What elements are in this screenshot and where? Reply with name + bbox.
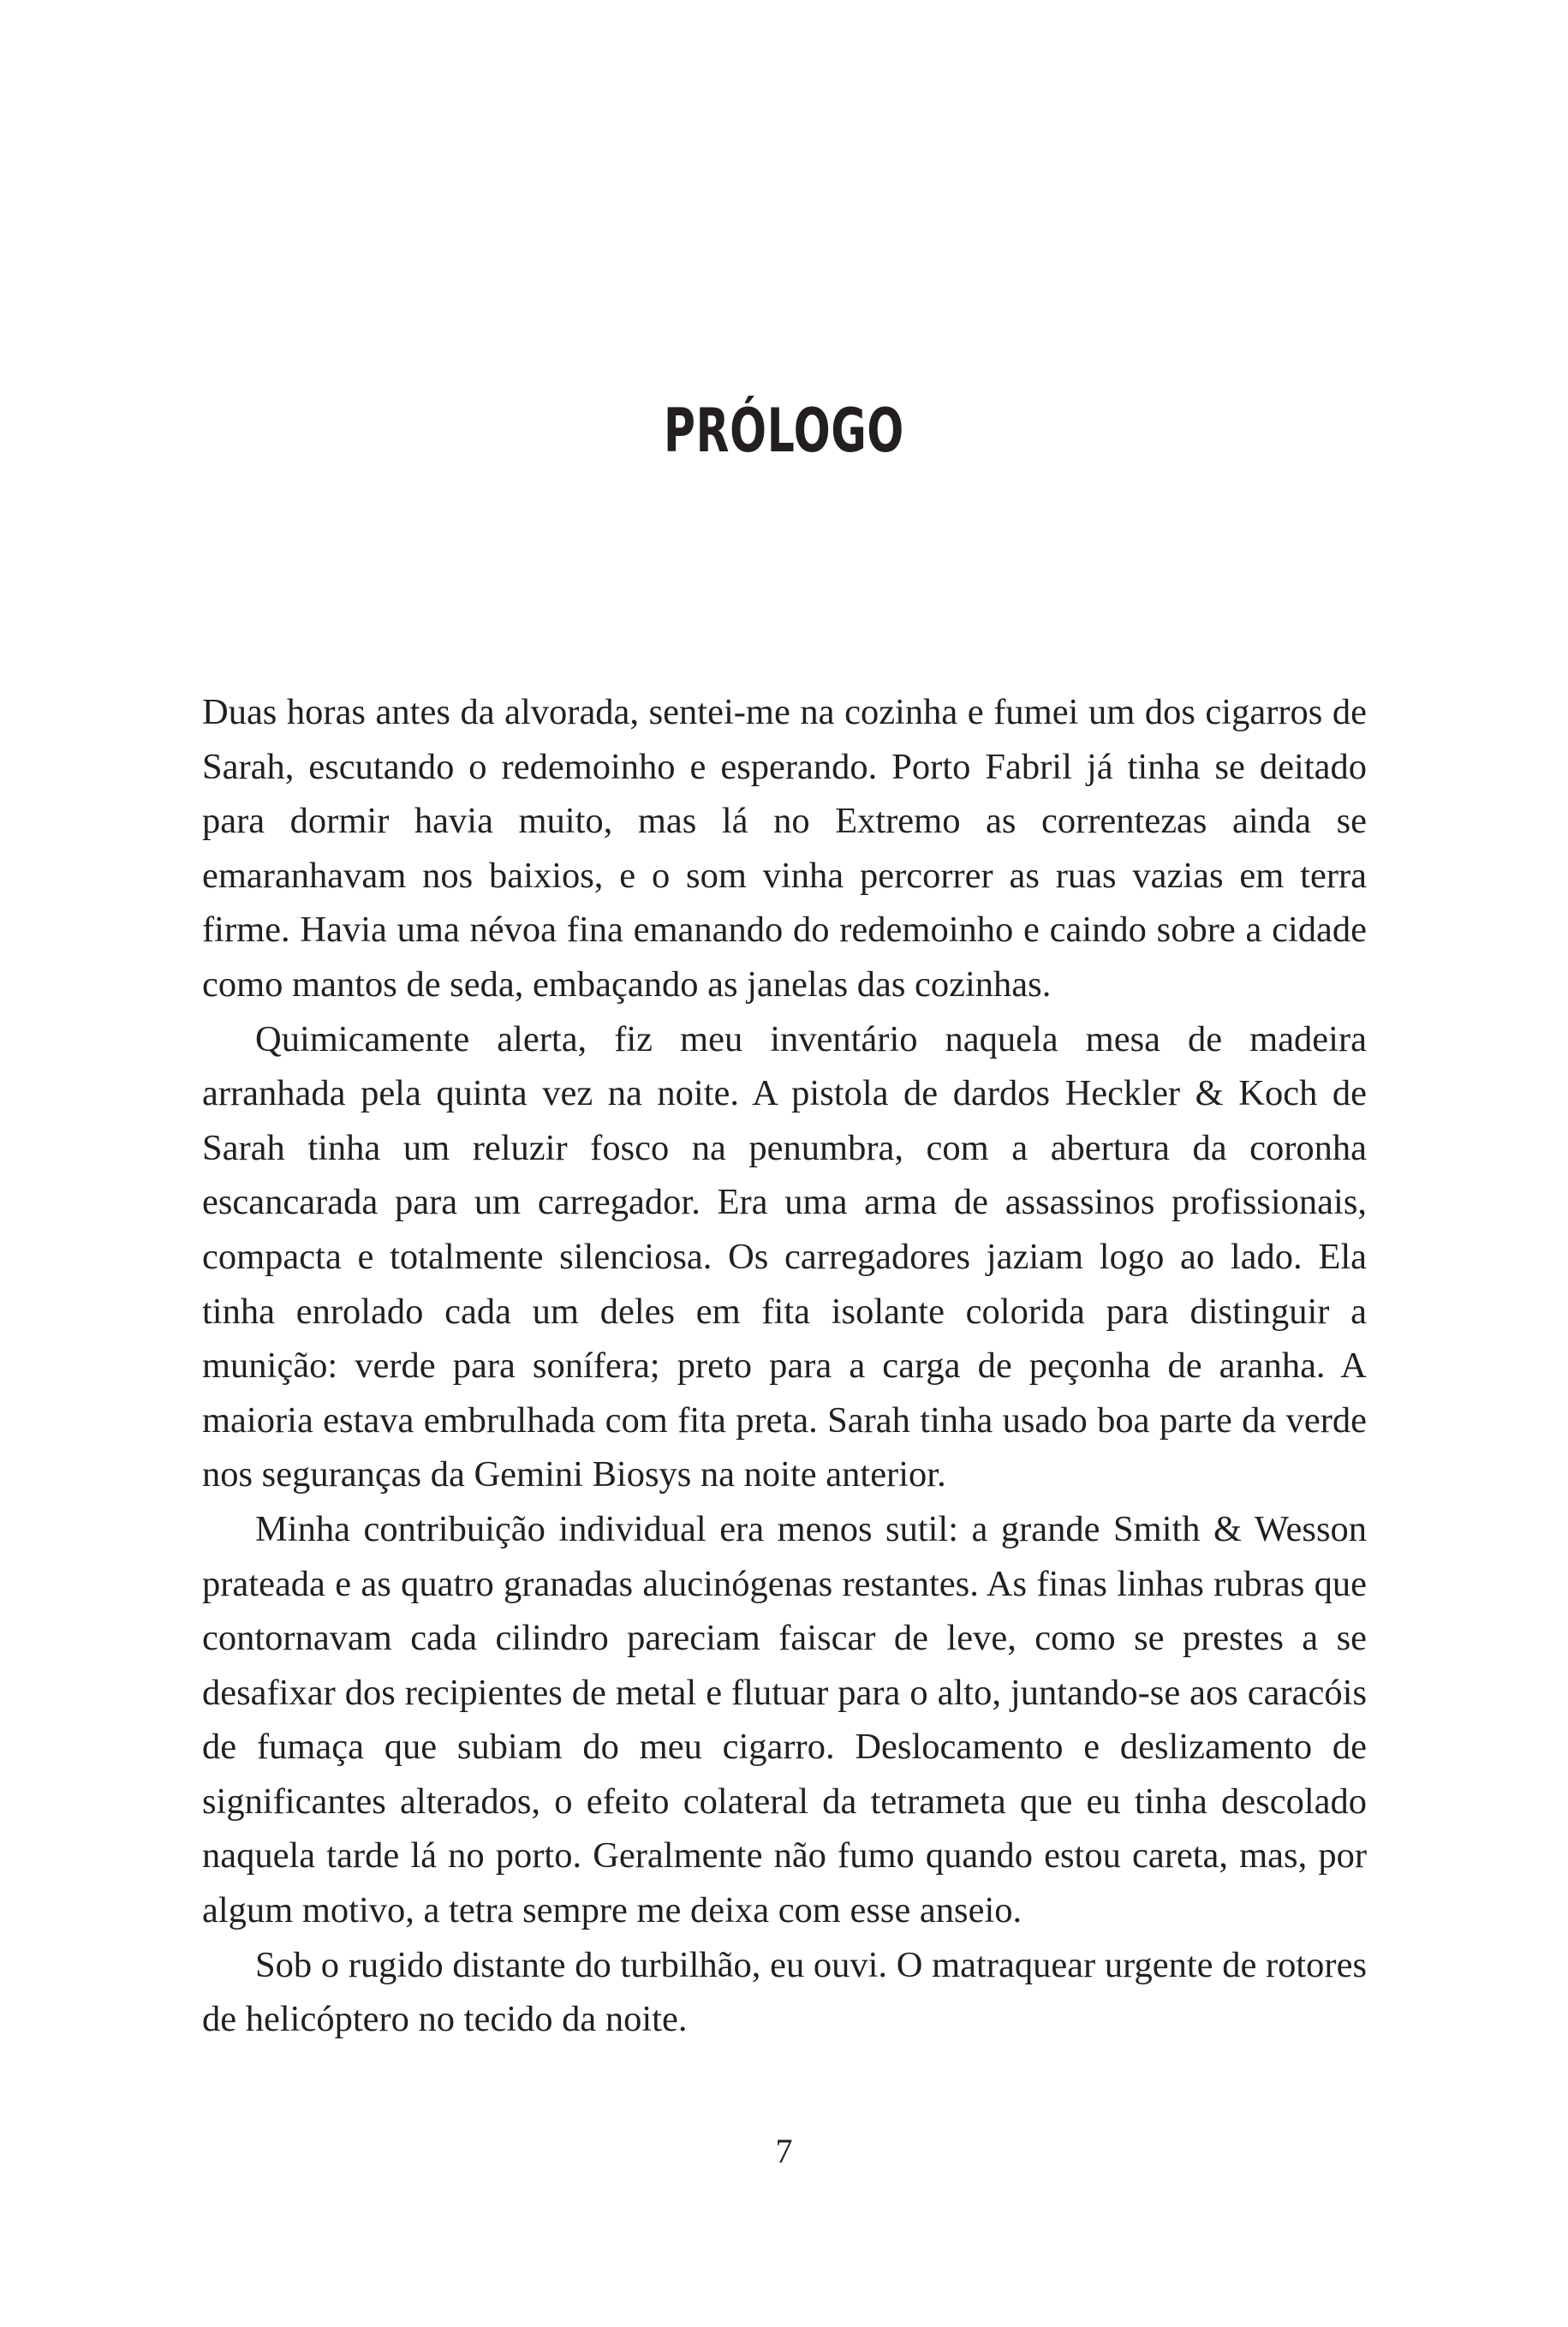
page-number: 7 bbox=[775, 2132, 793, 2170]
paragraph-1: Duas horas antes da alvorada, sentei-me na cozinha e fumei um dos cigarros de Sarah, escutando o redemoinho e esperando. Porto Fabril já tinha se deitado para dormir havia muito, mas lá no Extremo as correntezas ainda se emaranhavam nos baixios, e o som vinha percorrer as ruas vazias em terra firme. Havia uma névoa fina emanando do redemoinho e caindo sobre a cidade como mantos de seda, embaçando as janelas das cozinhas. bbox=[202, 692, 1367, 1005]
chapter-body bbox=[202, 685, 1367, 2047]
paragraph-3: Minha contribuição individual era menos sutil: a grande Smith & Wesson prateada e as quatro granadas alucinógenas restantes. As finas linhas rubras que contornavam cada cilindro pareciam faiscar de leve, como se prestes a se desafixar dos recipientes de metal e flutuar para o alto, juntando-se aos caracóis de fumaça que subiam do meu cigarro. Deslocamento e deslizamento de significantes alterados, o efeito colateral da tetrameta que eu tinha descolado naquela tarde lá no porto. Geralmente não fumo quando estou careta, mas, por algum motivo, a tetra sempre me deixa com esse anseio. bbox=[202, 1508, 1367, 1931]
chapter-title: PRÓLOGO bbox=[663, 396, 905, 466]
paragraph-4: Sob o rugido distante do turbilhão, eu ouvi. O matraquear urgente de rotores de helicóptero no tecido da noite. bbox=[202, 1944, 1367, 2040]
paragraph-2: Quimicamente alerta, fiz meu inventário naquela mesa de madeira arranhada pela quinta vez na noite. A pistola de dardos Heckler & Koch de Sarah tinha um reluzir fosco na penumbra, com a abertura da coronha escancarada para um carregador. Era uma arma de assassinos profissionais, compacta e totalmente silenciosa. Os carregadores jaziam logo ao lado. Ela tinha enrolado cada um deles em fita isolante colorida para distinguir a munição: verde para sonífera; preto para a carga de peçonha de aranha. A maioria estava embrulhada com fita preta. Sarah tinha usado boa parte da verde nos seguranças da Gemini Biosys na noite anterior. bbox=[202, 1018, 1367, 1495]
